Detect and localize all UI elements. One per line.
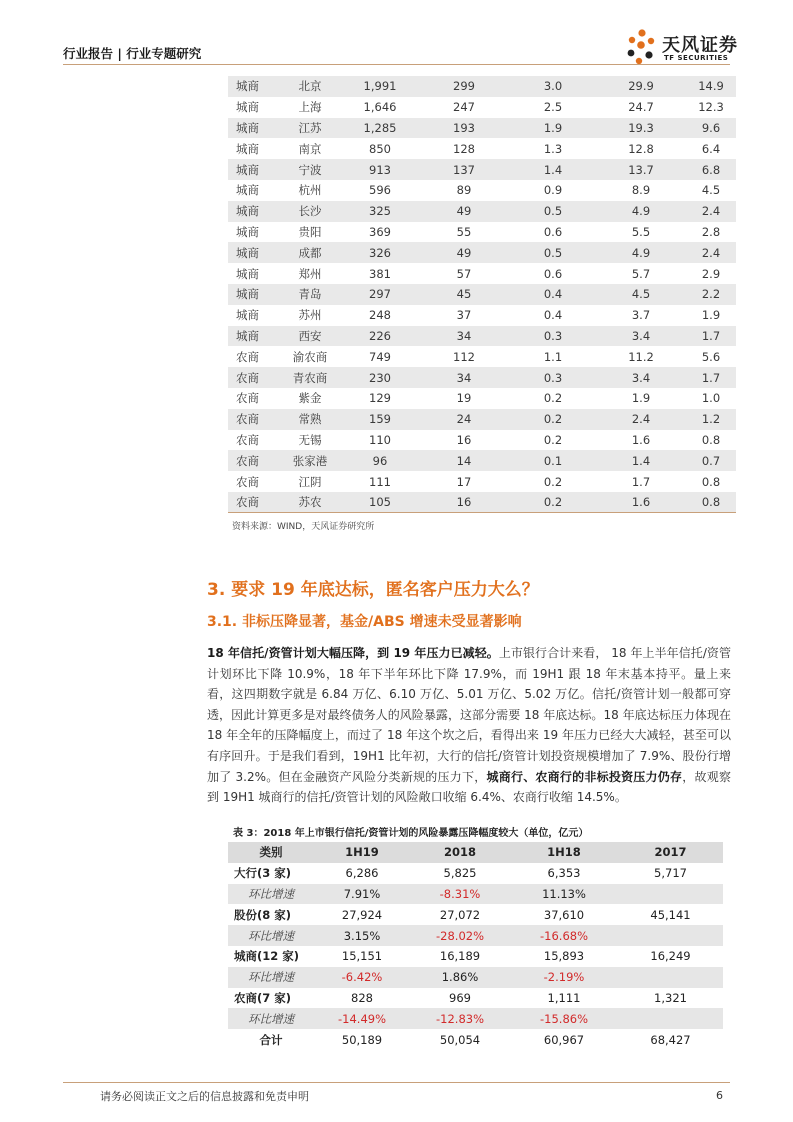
page-number: 6	[716, 1089, 723, 1102]
table-cell: 0.7	[686, 450, 736, 471]
table-cell: 2.4	[686, 201, 736, 222]
table-cell: 112	[453, 349, 475, 364]
table-cell: 1.9	[510, 118, 596, 139]
table-header-row	[228, 842, 723, 863]
table-cell: 55	[456, 224, 472, 239]
table-cell: 郑州	[298, 266, 322, 281]
table-cell: 1.6	[631, 432, 651, 447]
table-cell: 6,353	[547, 866, 581, 881]
table-row	[228, 284, 736, 305]
table-cell: 宁波	[278, 159, 342, 180]
table-cell: 8.9	[631, 183, 651, 198]
table-cell: 5,717	[654, 866, 687, 881]
table-cell: 2.5	[543, 100, 563, 115]
table-cell: -6.42%	[314, 967, 410, 988]
table-cell: 环比增速	[228, 967, 314, 988]
table-row	[228, 76, 736, 97]
table-cell: 128	[453, 141, 475, 156]
table-cell: 1.86%	[410, 967, 510, 988]
table-cell: 828	[351, 990, 373, 1005]
table-cell: 农商	[228, 450, 278, 471]
table-cell: 913	[342, 159, 418, 180]
tf-securities-logo	[622, 28, 742, 68]
table-cell: 5.6	[701, 349, 721, 364]
table-cell: 16	[418, 492, 510, 513]
table-cell: 城商	[228, 76, 278, 97]
table-cell: 15,151	[341, 949, 383, 964]
table-cell: 27,924	[341, 907, 383, 922]
table-cell: 50,189	[341, 1032, 383, 1047]
table-cell: 0.6	[543, 266, 563, 281]
table-cell: 城商	[228, 326, 278, 347]
table-cell	[618, 967, 723, 988]
table-cell: 4.5	[596, 284, 686, 305]
table-cell: 5,825	[443, 866, 477, 881]
table-cell: 29.9	[596, 76, 686, 97]
table-cell	[618, 884, 723, 905]
table-cell: 西安	[278, 326, 342, 347]
table-row	[228, 263, 736, 284]
table-cell: 45	[418, 284, 510, 305]
trust-asset-plan-table	[228, 842, 723, 1050]
table-cell: -2.19%	[510, 967, 618, 988]
table-cell: 1.1	[543, 349, 563, 364]
table-cell: 0.1	[510, 450, 596, 471]
table-row	[228, 904, 723, 925]
table-cell: 环比增速	[228, 1008, 314, 1029]
table-row	[228, 159, 736, 180]
table-cell: 城商	[228, 159, 278, 180]
table-row	[228, 180, 736, 201]
table-row	[228, 118, 736, 139]
table-cell: 张家港	[278, 450, 342, 471]
table-cell: 农商	[236, 474, 259, 489]
table-cell: 4.9	[596, 242, 686, 263]
table-cell: 14	[418, 450, 510, 471]
table-row	[228, 967, 723, 988]
table-cell: 381	[369, 266, 391, 281]
table-cell: 96	[342, 450, 418, 471]
table-bottom-rule	[228, 512, 736, 513]
table-cell: -12.83%	[410, 1008, 510, 1029]
table-row	[228, 925, 723, 946]
table-cell: 南京	[298, 141, 322, 156]
table-cell: 13.7	[596, 159, 686, 180]
logo-chinese-text: 天风证券	[662, 35, 738, 56]
table-cell: 0.5	[510, 242, 596, 263]
table-cell: 苏农	[278, 492, 342, 513]
table-cell: 合计	[259, 1032, 283, 1047]
table-cell: 16,189	[439, 949, 481, 964]
paragraph-text-tail: ，故观察到 19H1 城商行的信托/资管计划的风险敞口收缩 6.4%、农商行收缩 14.5%。	[207, 769, 731, 805]
table-row	[228, 97, 736, 118]
logo-mark-icon	[622, 28, 660, 68]
table-cell: 297	[342, 284, 418, 305]
table-cell: 0.2	[543, 432, 563, 447]
table-cell: 68,427	[650, 1032, 691, 1047]
table-cell: 193	[418, 118, 510, 139]
table-row	[228, 863, 723, 884]
table-cell: 成都	[278, 242, 342, 263]
table-cell: 850	[369, 141, 391, 156]
table-cell: -8.31%	[410, 884, 510, 905]
table-cell: 0.5	[510, 201, 596, 222]
footer-rule	[63, 1082, 730, 1083]
table-row	[228, 450, 736, 471]
table-cell: 0.8	[701, 432, 721, 447]
table-cell: 596	[369, 183, 391, 198]
table-caption: 表 3：2018 年上市银行信托/资管计划的风险暴露压降幅度较大（单位，亿元）	[233, 828, 589, 839]
table-cell: 16,249	[650, 949, 691, 964]
table-cell: 12.3	[698, 100, 724, 115]
table-cell: 城商	[236, 141, 259, 156]
table-cell: 17	[456, 474, 472, 489]
table-cell: 环比增速	[228, 925, 314, 946]
table-cell: 农商	[228, 409, 278, 430]
table-cell: 89	[456, 183, 472, 198]
column-header: 类别	[228, 842, 314, 863]
table-cell: 城商	[236, 100, 259, 115]
table-cell: 325	[342, 201, 418, 222]
table-cell: 0.3	[510, 326, 596, 347]
table-cell: 3.4	[596, 367, 686, 388]
table-cell: 城商	[236, 308, 259, 323]
table-cell: 3.0	[510, 76, 596, 97]
table-row	[228, 222, 736, 243]
table-cell: 农商	[236, 432, 259, 447]
table-cell: 969	[449, 990, 471, 1005]
subsection-heading: 3.1. 非标压降显著，基金/ABS 增速未受显著影响	[207, 614, 522, 630]
table-cell: 369	[369, 224, 391, 239]
table-cell: 江苏	[278, 118, 342, 139]
table-cell: 111	[369, 474, 391, 489]
table-cell: 城商	[236, 224, 259, 239]
table-cell: 3.7	[631, 308, 651, 323]
table-row	[228, 409, 736, 430]
table-row	[228, 201, 736, 222]
table-cell: 1.9	[631, 391, 651, 406]
table-cell	[618, 925, 723, 946]
table-cell: 杭州	[298, 183, 322, 198]
table-cell: 1.2	[686, 409, 736, 430]
table-cell: 大行(3 家)	[234, 866, 292, 881]
table-row	[228, 1029, 723, 1050]
table-cell: 环比增速	[228, 884, 314, 905]
column-header: 2017	[618, 842, 723, 863]
table-cell: 城商	[228, 201, 278, 222]
table-cell: 749	[369, 349, 391, 364]
table-cell: 2.4	[596, 409, 686, 430]
table-cell: 1.4	[510, 159, 596, 180]
paragraph-bold-lead: 18 年信托/资管计划大幅压降，到 19 年压力已减轻。	[207, 646, 499, 660]
table-cell: 49	[418, 201, 510, 222]
table-cell: 城商	[236, 266, 259, 281]
table-cell: 2.4	[686, 242, 736, 263]
column-header: 2018	[410, 842, 510, 863]
table-cell: 4.5	[701, 183, 721, 198]
table-row	[228, 305, 736, 326]
table-cell: 长沙	[278, 201, 342, 222]
table-cell: 1,321	[654, 990, 687, 1005]
table-cell: 6.4	[701, 141, 721, 156]
table-cell: 105	[342, 492, 418, 513]
table-cell: 16	[456, 432, 472, 447]
table-cell: 0.8	[686, 492, 736, 513]
table-row	[228, 430, 736, 451]
table-cell: -16.68%	[510, 925, 618, 946]
column-header: 1H18	[510, 842, 618, 863]
table-row	[228, 471, 736, 492]
table-cell: 24	[418, 409, 510, 430]
table-cell: 1.4	[596, 450, 686, 471]
table-cell: 农商	[236, 391, 259, 406]
table-cell: 110	[369, 432, 391, 447]
table-row	[228, 367, 736, 388]
table-cell: 15,893	[543, 949, 585, 964]
table-cell: 0.4	[543, 308, 563, 323]
table-cell: 农商	[236, 349, 259, 364]
table-cell: 1,111	[547, 990, 581, 1005]
table-cell: 0.2	[543, 474, 563, 489]
table-cell: 230	[342, 367, 418, 388]
table-cell: 45,141	[650, 907, 691, 922]
table-cell: 紫金	[298, 391, 322, 406]
table-cell: 37	[456, 308, 472, 323]
logo-english-text: TF SECURITIES	[664, 54, 729, 62]
table-cell: 24.7	[628, 100, 654, 115]
table-cell: 137	[418, 159, 510, 180]
section-heading: 3. 要求 19 年底达标，匿名客户压力大么？	[207, 580, 539, 600]
table-cell: 19.3	[596, 118, 686, 139]
table-cell: 1.0	[701, 391, 721, 406]
table-cell: 城商	[228, 242, 278, 263]
table-cell: 1.7	[686, 367, 736, 388]
table-row	[228, 388, 736, 409]
table-cell: 7.91%	[314, 884, 410, 905]
table-row	[228, 346, 736, 367]
table-cell: 5.7	[631, 266, 651, 281]
table-cell: 北京	[278, 76, 342, 97]
table-cell: 贵阳	[298, 224, 322, 239]
table-cell: 326	[342, 242, 418, 263]
table-cell: 渝农商	[292, 349, 328, 364]
footer-disclaimer: 请务必阅读正文之后的信息披露和免责申明	[100, 1090, 309, 1103]
table-cell: 299	[418, 76, 510, 97]
table-row	[228, 138, 736, 159]
table-cell: 27,072	[439, 907, 481, 922]
table-cell: 6.8	[686, 159, 736, 180]
header-title: 行业报告 | 行业专题研究	[63, 46, 202, 61]
table-cell: 11.2	[628, 349, 654, 364]
header-rule	[63, 64, 730, 65]
table-cell: 34	[418, 367, 510, 388]
table-cell: 248	[369, 308, 391, 323]
table-cell: 6,286	[345, 866, 379, 881]
bank-exposure-table	[228, 76, 736, 513]
table-row	[228, 492, 736, 513]
table-cell: 农商(7 家)	[234, 990, 292, 1005]
table-row	[228, 242, 736, 263]
column-header: 1H19	[314, 842, 410, 863]
table-cell: 0.2	[543, 391, 563, 406]
table-row	[228, 946, 723, 967]
table-cell: -28.02%	[410, 925, 510, 946]
table-cell: 5.5	[631, 224, 651, 239]
table-cell: 0.9	[543, 183, 563, 198]
table-cell: -15.86%	[510, 1008, 618, 1029]
table-cell: 3.4	[596, 326, 686, 347]
table-cell: 1.9	[701, 308, 721, 323]
table-cell: 37,610	[543, 907, 585, 922]
table-cell: 4.9	[596, 201, 686, 222]
table-cell: 1.6	[596, 492, 686, 513]
table-cell: 1,991	[342, 76, 418, 97]
table-cell: 青农商	[278, 367, 342, 388]
body-paragraph	[207, 643, 731, 808]
table-cell: 2.9	[701, 266, 721, 281]
table-cell: 0.2	[510, 409, 596, 430]
table-cell: -14.49%	[314, 1008, 410, 1029]
table-cell: 城商(12 家)	[234, 949, 300, 964]
table-cell: 247	[453, 100, 475, 115]
table-cell: 0.8	[701, 474, 721, 489]
table-cell: 9.6	[686, 118, 736, 139]
table-cell: 14.9	[686, 76, 736, 97]
table-cell: 50,054	[439, 1032, 481, 1047]
table-cell: 2.2	[686, 284, 736, 305]
table-cell: 159	[342, 409, 418, 430]
paragraph-text: 上市银行合计来看， 18 年上半年信托/资管计划环比下降 10.9%，18 年下半年环比下降 17.9%，而 19H1 跟 18 年末基本持平。量上来看，这四期数字就是 6.84 万亿、6.10 万亿、5.01 万亿、5.02 万亿。信托/资管计划一般都可穿透，因此计算更多是对最终债务人的风险暴露，这部分需要 18 年底达标。18 年底达标压力体现在 18 年全年的压降幅度上，而过了 18 年这个坎之后，看得出来 19 年压力已经大大减轻，甚至可以有序回升。于是我们看到，19H1 比年初，大行的信托/资管计划投资规模增加了 7.9%、股份行增加了 3.2%。但在金融资产风险分类新规的压力下，	[207, 646, 731, 784]
table-cell	[618, 1008, 723, 1029]
table-cell: 无锡	[298, 432, 322, 447]
table-cell: 1,285	[342, 118, 418, 139]
table-cell: 城商	[228, 284, 278, 305]
table-cell: 34	[418, 326, 510, 347]
table-cell: 苏州	[298, 308, 322, 323]
table-cell: 2.8	[701, 224, 721, 239]
table-cell: 57	[456, 266, 472, 281]
table-cell: 常熟	[278, 409, 342, 430]
table-cell: 0.6	[543, 224, 563, 239]
table-cell: 1.7	[686, 326, 736, 347]
table-cell: 226	[342, 326, 418, 347]
table-cell: 3.15%	[314, 925, 410, 946]
table-cell: 0.3	[510, 367, 596, 388]
table-cell: 1.3	[543, 141, 563, 156]
table-cell: 青岛	[278, 284, 342, 305]
table-cell: 60,967	[543, 1032, 585, 1047]
table-cell: 上海	[298, 100, 322, 115]
table-cell: 江阴	[298, 474, 322, 489]
table-cell: 129	[369, 391, 391, 406]
table-cell: 农商	[228, 367, 278, 388]
paragraph-bold-emphasis: 城商行、农商行的非标投资压力仍存	[486, 769, 683, 784]
table-cell: 城商	[236, 183, 259, 198]
table-cell: 11.13%	[510, 884, 618, 905]
table-cell: 股份(8 家)	[234, 907, 292, 922]
table-cell: 12.8	[628, 141, 654, 156]
table-cell: 城商	[228, 118, 278, 139]
table-cell: 19	[456, 391, 472, 406]
table-row	[228, 1008, 723, 1029]
table-cell: 农商	[228, 492, 278, 513]
table-row	[228, 326, 736, 347]
table-row	[228, 988, 723, 1009]
table-cell: 0.2	[510, 492, 596, 513]
table-source-note: 资料来源：WIND，天风证券研究所	[232, 522, 375, 532]
table-cell: 0.4	[510, 284, 596, 305]
table-cell: 1.7	[631, 474, 651, 489]
table-row	[228, 884, 723, 905]
table-cell: 49	[418, 242, 510, 263]
table-cell: 1,646	[363, 100, 397, 115]
